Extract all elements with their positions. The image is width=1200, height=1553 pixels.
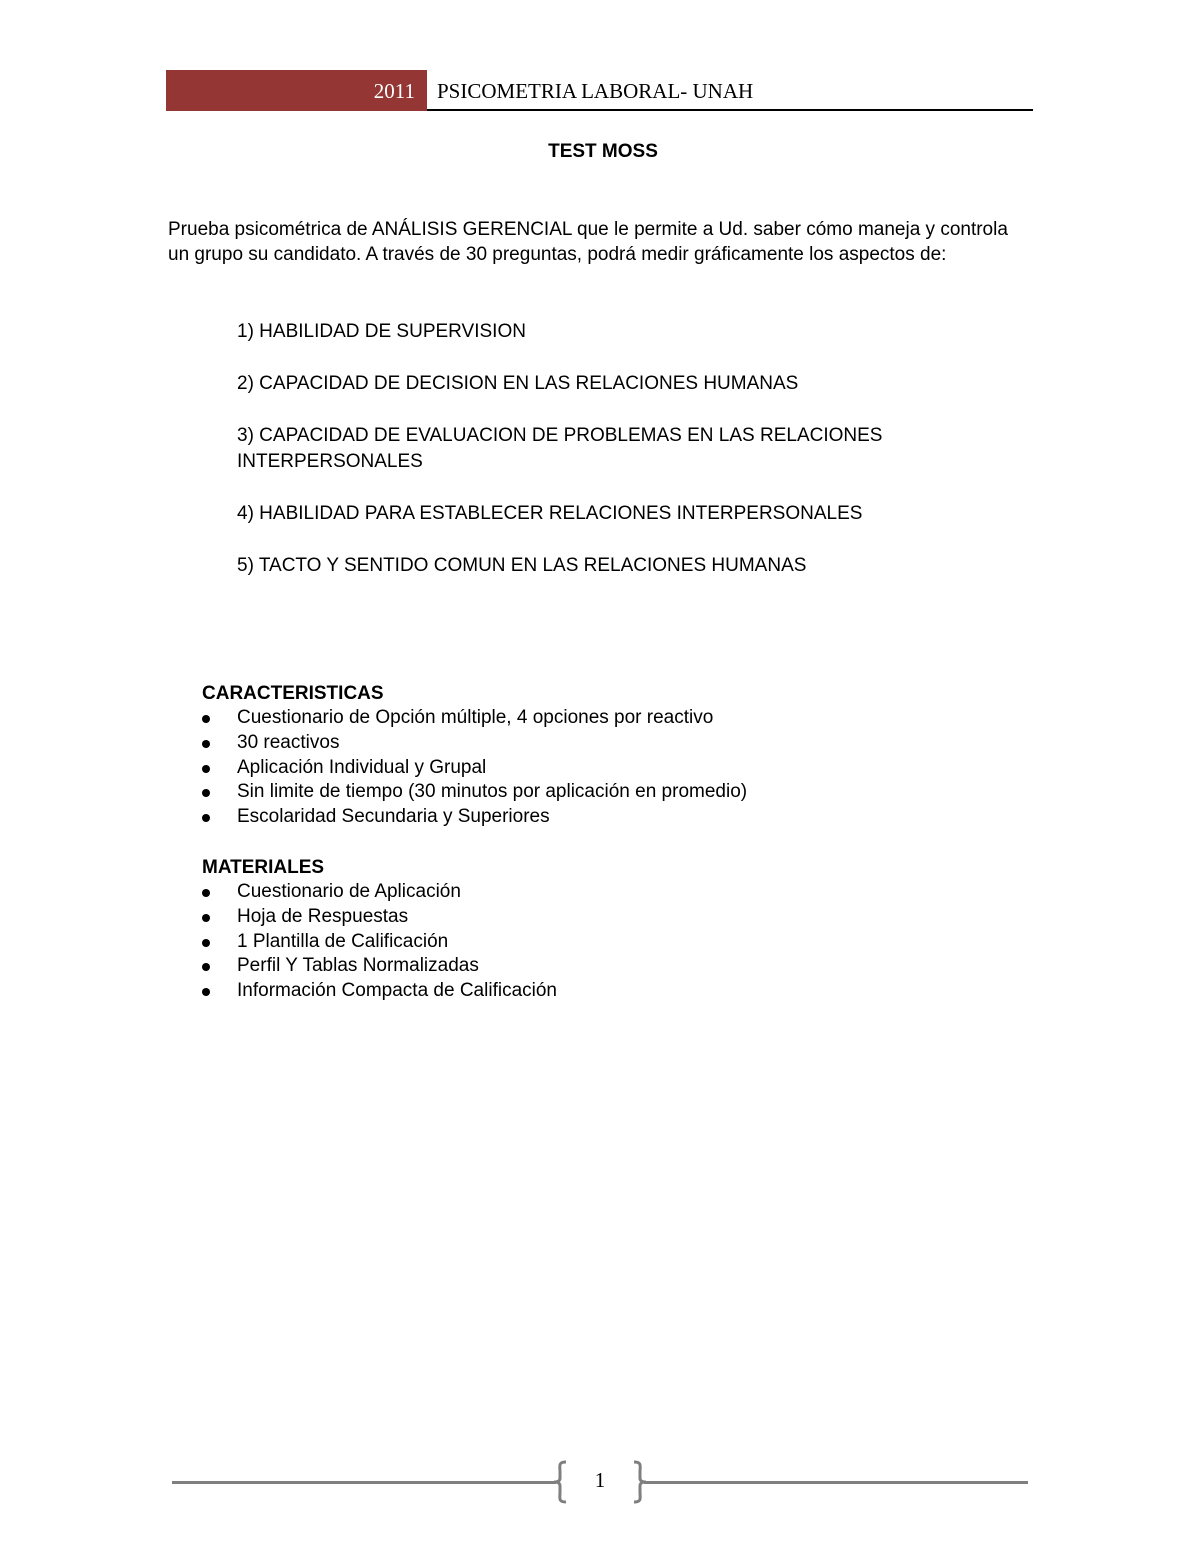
list-item-text: Aplicación Individual y Grupal [237, 756, 487, 778]
bullet-icon [202, 914, 210, 922]
list-item-text: 1 Plantilla de Calificación [237, 930, 449, 952]
header-rule [427, 109, 1033, 111]
list-item [202, 954, 1022, 979]
aspect-item: 4) HABILIDAD PARA ESTABLECER RELACIONES INTERPERSONALES [237, 503, 863, 524]
page-number: 1 [594, 1468, 606, 1492]
bullet-icon [202, 740, 210, 748]
bullet-icon [202, 715, 210, 723]
aspect-item: 3) CAPACIDAD DE EVALUACION DE PROBLEMAS EN LAS RELACIONES INTERPERSONALES [237, 425, 883, 472]
characteristics-section [202, 681, 1022, 830]
list-item [202, 780, 1022, 805]
materials-section [202, 855, 1022, 1004]
characteristics-heading: CARACTERISTICAS [202, 683, 384, 704]
list-item [202, 706, 1022, 731]
footer-rule-right [644, 1481, 1028, 1484]
list-item [202, 731, 1022, 756]
bullet-icon [202, 765, 210, 773]
list-item-text: Escolaridad Secundaria y Superiores [237, 806, 550, 828]
characteristics-list [202, 706, 1022, 830]
left-brace-icon [552, 1460, 568, 1504]
header-year-block [166, 70, 427, 111]
bullet-icon [202, 988, 210, 996]
materials-list [202, 880, 1022, 1004]
page-header [166, 70, 1033, 112]
list-item [202, 756, 1022, 781]
document-title: TEST MOSS [548, 141, 658, 162]
list-item [202, 805, 1022, 830]
list-item-text: Cuestionario de Aplicación [237, 881, 461, 902]
aspects-list [237, 319, 1017, 605]
list-item-text: Hoja de Respuestas [237, 905, 409, 927]
intro-paragraph: Prueba psicométrica de ANÁLISIS GERENCIAL que le permite a Ud. saber cómo maneja y controla un grupo su candidato. A través de 30 preguntas, podrá medir gráficamente los aspectos de: [168, 219, 1008, 265]
footer-rule-left [172, 1481, 556, 1484]
materials-heading: MATERIALES [202, 857, 325, 878]
aspect-item: 2) CAPACIDAD DE DECISION EN LAS RELACIONES HUMANAS [237, 373, 799, 394]
list-item [202, 979, 1022, 1004]
bullet-icon [202, 939, 210, 947]
list-item-text: Sin limite de tiempo (30 minutos por aplicación en promedio) [237, 781, 748, 803]
bullet-icon [202, 889, 210, 897]
list-item [202, 880, 1022, 905]
header-year: 2011 [373, 79, 415, 103]
list-item [202, 930, 1022, 955]
page-footer [172, 1460, 1028, 1508]
aspect-item: 1) HABILIDAD DE SUPERVISION [237, 321, 526, 342]
list-item-text: Información Compacta de Calificación [237, 980, 557, 1002]
list-item-text: Cuestionario de Opción múltiple, 4 opciones por reactivo [237, 707, 714, 728]
list-item-text: Perfil Y Tablas Normalizadas [237, 955, 479, 977]
aspect-item: 5) TACTO Y SENTIDO COMUN EN LAS RELACIONES HUMANAS [237, 555, 807, 576]
bullet-icon [202, 963, 210, 971]
bullet-icon [202, 789, 210, 797]
bullet-icon [202, 814, 210, 822]
header-title: PSICOMETRIA LABORAL- UNAH [437, 79, 754, 103]
list-item-text: 30 reactivos [237, 731, 340, 753]
list-item [202, 905, 1022, 930]
